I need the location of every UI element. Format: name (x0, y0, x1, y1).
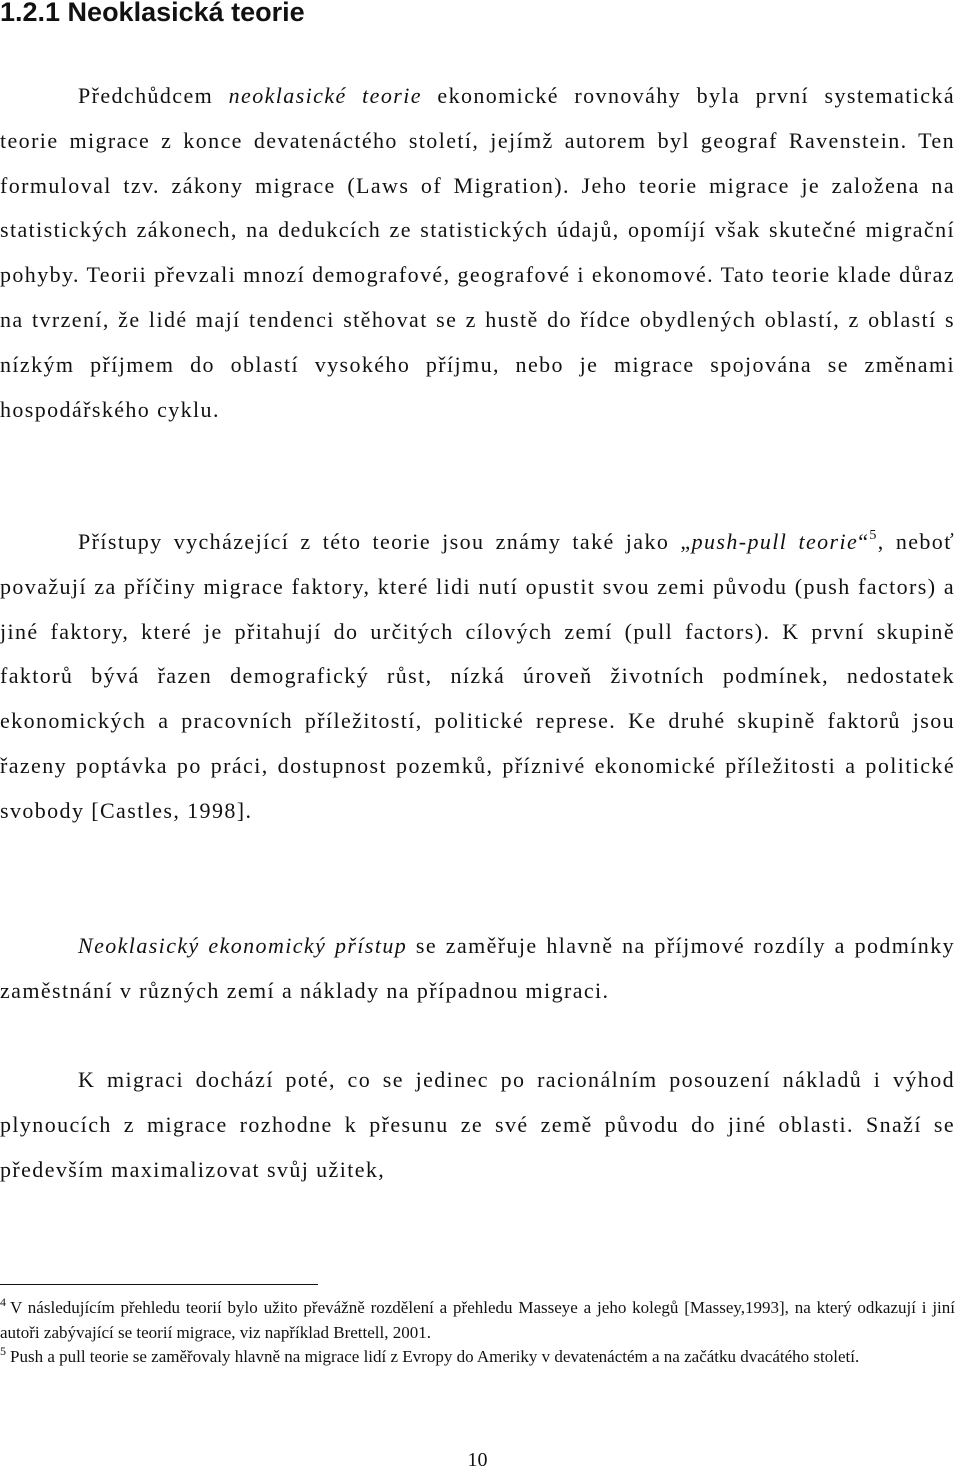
paragraph-text: Přístupy vycházející z této teorie jsou známy také jako „ (78, 529, 692, 554)
paragraph-text: , neboť považují za příčiny migrace faktory, které lidi nutí opustit svou zemi původu (push factors) a jiné faktory, které je přitahují do určitých cílových zemí (pull factors). K první skupině faktorů bývá řazen demografický růst, nízká úroveň životních podmínek, nedostatek ekonomických a pracovních příležitostí, politické represe. Ke druhé skupině faktorů jsou řazeny poptávka po práci, dostupnost pozemků, příznivé ekonomické příležitosti a politické svobody [Castles, 1998]. (0, 529, 955, 823)
footnote-4 (0, 1296, 955, 1345)
page-number: 10 (467, 1449, 488, 1471)
footnote-5 (0, 1345, 955, 1370)
paragraph-text: K migraci dochází poté, co se jedinec po racionálním posouzení nákladů i výhod plynoucích z migrace rozhodne k přesunu ze své země původu do jiné oblasti. Snaží se především maximalizovat svůj užitek, (0, 1067, 955, 1182)
footnote-ref-5[interactable]: 5 (869, 528, 878, 543)
footnote-divider (0, 1284, 318, 1285)
term-neoclassical-economic-approach: Neoklasický ekonomický přístup (78, 933, 408, 958)
closing-quote: “ (858, 529, 870, 554)
footnote-number: 4 (0, 1295, 6, 1309)
footnote-number: 5 (0, 1344, 6, 1358)
paragraph-push-pull (0, 520, 955, 834)
term-neoclassical-theory: neoklasické teorie (228, 83, 422, 108)
footnote-text: V následujícím přehledu teorií bylo užito převážně rozdělení a přehledu Masseye a jeho kolegů [Massey,1993], na který odkazují i jiní autoři zabývající se teorií migrace, viz například Brettell, 2001. (0, 1298, 955, 1342)
paragraph-text: Předchůdcem (78, 83, 229, 108)
term-push-pull-theory: push-pull teorie (691, 529, 859, 554)
paragraph-economic-approach (0, 924, 955, 1014)
paragraph-text: ekonomické rovnováhy byla první systematická teorie migrace z konce devatenáctého století, jejímž autorem byl geograf Ravenstein. Ten formuloval tzv. zákony migrace (Laws of Migration). Jeho teorie migrace je založena na statistických zákonech, na dedukcích ze statistických údajů, opomíjí však skutečné migrační pohyby. Teorii převzali mnozí demografové, geografové i ekonomové. Tato teorie klade důraz na tvrzení, že lidé mají tendenci stěhovat se z hustě do řídce obydlených oblastí, z oblastí s nízkým příjmem do oblastí vysokého příjmu, nebo je migrace spojována se změnami hospodářského cyklu. (0, 83, 955, 422)
footnotes (0, 1296, 955, 1370)
paragraph-migration-decision (0, 1058, 955, 1192)
paragraph-ravenstein (0, 74, 955, 432)
footnote-text: Push a pull teorie se zaměřovaly hlavně na migrace lidí z Evropy do Ameriky v devatenáctém a na začátku dvacátého století. (10, 1347, 860, 1366)
section-heading: 1.2.1 Neoklasická teorie (0, 0, 305, 27)
paragraph-text: se zaměřuje hlavně na příjmové rozdíly a podmínky zaměstnání v různých zemí a náklady na případnou migraci. (0, 933, 955, 1003)
